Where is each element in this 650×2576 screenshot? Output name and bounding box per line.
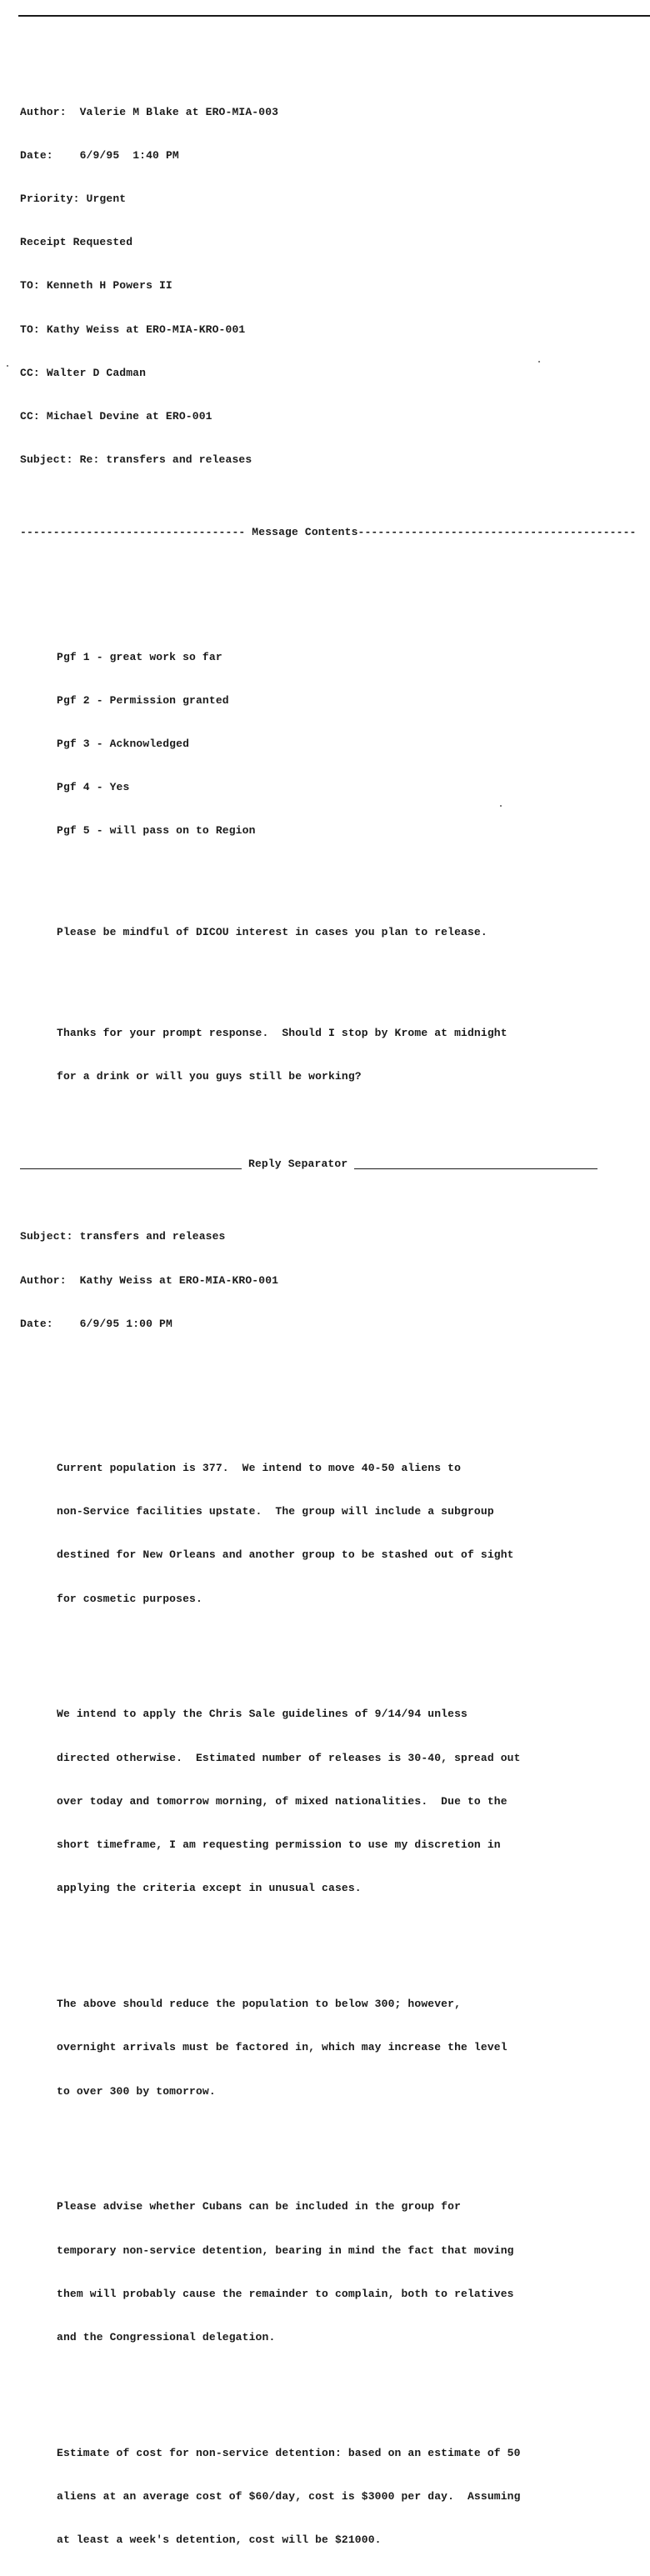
priority-label: Priority: xyxy=(20,193,80,206)
cc-line-2 xyxy=(20,409,650,423)
paragraph-line: overnight arrivals must be factored in, which may increase the level xyxy=(57,2041,508,2054)
scan-speck xyxy=(7,365,8,367)
cc-label: CC: xyxy=(20,410,40,423)
paragraph-line: for cosmetic purposes. xyxy=(57,1592,202,1605)
top-rule xyxy=(18,15,650,17)
cc-value: Michael Devine at ERO-001 xyxy=(46,410,212,423)
cc-line-1 xyxy=(20,366,650,380)
reply-separator xyxy=(20,1157,650,1171)
message-contents-separator xyxy=(20,525,650,539)
reply-separator-rule-left xyxy=(20,1168,242,1169)
separator-dashes-left: ---------------------------------- xyxy=(20,526,252,539)
paragraph-line: Current population is 377. We intend to move 40-50 aliens to xyxy=(57,1462,462,1475)
reply-separator-label: Reply Separator xyxy=(248,1158,348,1171)
to-line-2 xyxy=(20,323,650,337)
orig-subject-line xyxy=(20,1229,650,1243)
orig-subject-value: transfers and releases xyxy=(79,1230,226,1243)
to-label: TO: xyxy=(20,279,40,293)
paragraph-line: temporary non-service detention, bearing in mind the fact that moving xyxy=(57,2243,514,2257)
cc-value: Walter D Cadman xyxy=(46,366,147,379)
scan-speck xyxy=(500,805,502,807)
orig-author-label: Author: xyxy=(20,1273,67,1287)
orig-author-line xyxy=(20,1273,650,1288)
paragraph-line: them will probably cause the remainder to complain, both to relatives xyxy=(57,2287,514,2300)
reply-note: Please be mindful of DICOU interest in cases you plan to release. xyxy=(57,925,488,938)
author-label: Author: xyxy=(20,105,67,118)
orig-subject-label: Subject: xyxy=(20,1230,73,1243)
paragraph-line: non-Service facilities upstate. The group will include a subgroup xyxy=(57,1505,494,1518)
to-label: TO: xyxy=(20,323,40,336)
paragraph-line: applying the criteria except in unusual cases. xyxy=(57,1882,362,1895)
paragraph-line: over today and tomorrow morning, of mixed nationalities. Due to the xyxy=(57,1794,508,1808)
to-value: Kenneth H Powers II xyxy=(46,279,172,293)
memo-document xyxy=(20,47,650,2576)
date-line xyxy=(20,148,650,163)
paragraph-line: aliens at an average cost of $60/day, cost is $3000 per day. Assuming xyxy=(57,2489,521,2503)
author-value: Valerie M Blake at ERO-MIA-003 xyxy=(79,105,279,118)
orig-date-value: 6/9/95 1:00 PM xyxy=(79,1317,172,1330)
cc-label: CC: xyxy=(20,366,40,379)
paragraph-line: Please advise whether Cubans can be included in the group for xyxy=(57,2200,462,2213)
separator-dashes-right: ------------------------------------------ xyxy=(358,526,637,539)
to-line-1 xyxy=(20,278,650,293)
paragraph-line: Estimate of cost for non-service detention: based on an estimate of 50 xyxy=(57,2446,521,2459)
subject-line xyxy=(20,453,650,467)
orig-author-value: Kathy Weiss at ERO-MIA-KRO-001 xyxy=(79,1273,279,1287)
orig-date-label: Date: xyxy=(20,1317,53,1330)
reply-item: Pgf 3 - Acknowledged xyxy=(57,737,190,750)
reply-item: Pgf 2 - Permission granted xyxy=(57,693,229,707)
reply-closing-2: for a drink or will you guys still be working? xyxy=(57,1070,362,1083)
date-value: 6/9/95 1:40 PM xyxy=(79,148,179,162)
reply-item: Pgf 1 - great work so far xyxy=(57,650,222,663)
separator-label: Message Contents xyxy=(252,526,358,539)
subject-value: Re: transfers and releases xyxy=(79,453,252,467)
receipt-line: Receipt Requested xyxy=(20,236,133,249)
paragraph-line: at least a week's detention, cost will be $21000. xyxy=(57,2533,382,2547)
paragraph-line: to over 300 by tomorrow. xyxy=(57,2084,216,2098)
orig-date-line xyxy=(20,1317,650,1331)
paragraph-line: short timeframe, I am requesting permission to use my discretion in xyxy=(57,1838,501,1852)
paragraph-line: The above should reduce the population to below 300; however, xyxy=(57,1998,462,2011)
date-label: Date: xyxy=(20,148,53,162)
scan-speck xyxy=(538,361,540,363)
reply-separator-rule-right xyxy=(354,1168,598,1169)
priority-line xyxy=(20,192,650,206)
priority-value: Urgent xyxy=(86,193,127,206)
paragraph-line: We intend to apply the Chris Sale guidelines of 9/14/94 unless xyxy=(57,1708,468,1721)
reply-item: Pgf 5 - will pass on to Region xyxy=(57,824,256,838)
paragraph-line: directed otherwise. Estimated number of releases is 30-40, spread out xyxy=(57,1751,521,1764)
subject-label: Subject: xyxy=(20,453,73,467)
paragraph-line: and the Congressional delegation. xyxy=(57,2330,276,2343)
paragraph-line: destined for New Orleans and another group to be stashed out of sight xyxy=(57,1548,514,1562)
author-line xyxy=(20,105,650,119)
reply-item: Pgf 4 - Yes xyxy=(57,781,130,794)
reply-closing-1: Thanks for your prompt response. Should I stop by Krome at midnight xyxy=(57,1027,508,1040)
to-value: Kathy Weiss at ERO-MIA-KRO-001 xyxy=(46,323,246,336)
